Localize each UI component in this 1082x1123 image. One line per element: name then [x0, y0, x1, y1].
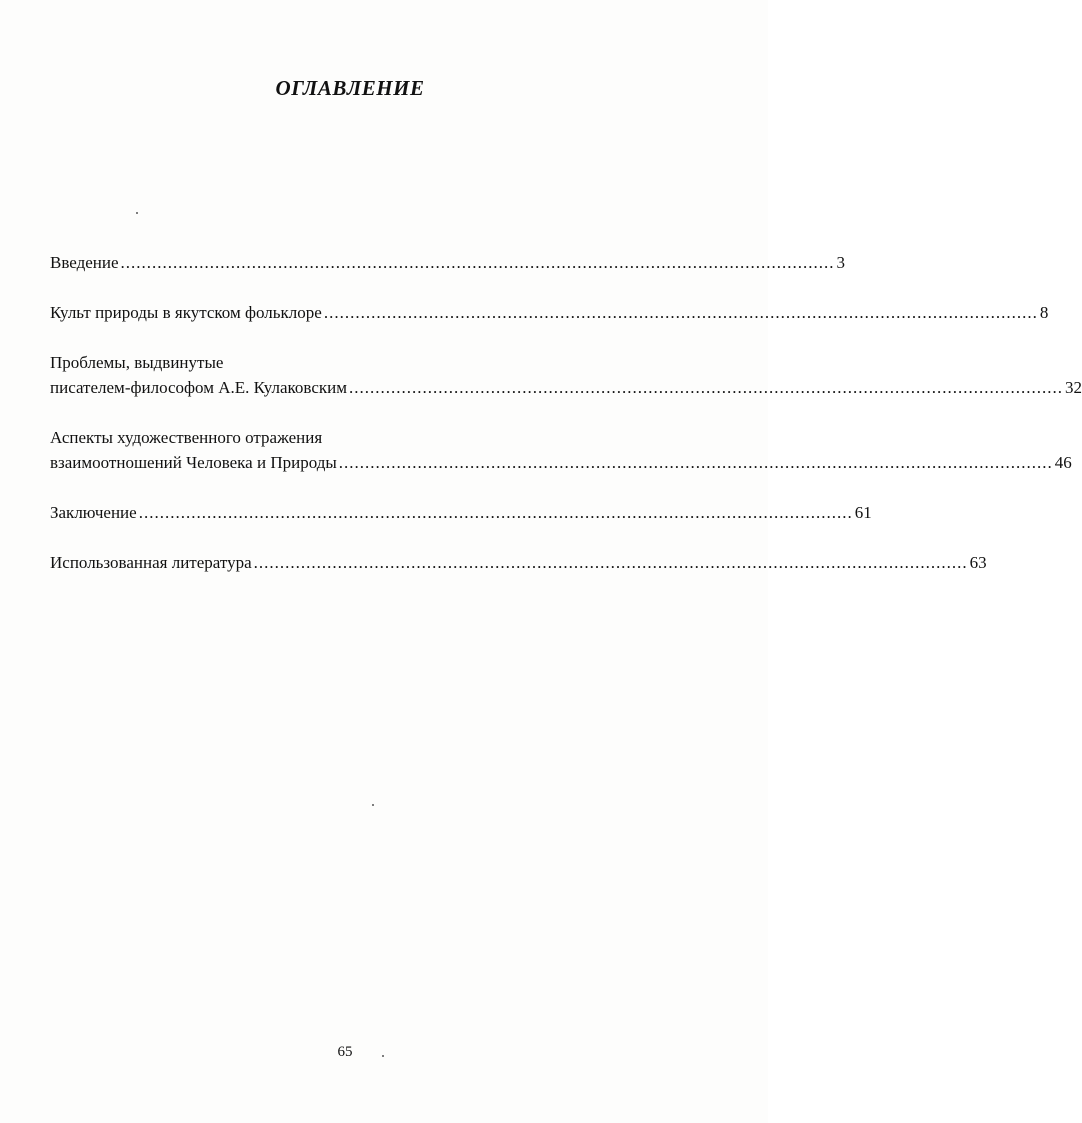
- toc-entry-problems: [50, 350, 1082, 400]
- toc-page-number: 32: [1064, 378, 1082, 397]
- toc-leader-dots: ........................................................................................................................................: [138, 503, 853, 522]
- toc-entry-aspects: [50, 425, 1072, 475]
- toc-entry-title-line: Проблемы, выдвинутые: [50, 353, 224, 372]
- toc-page-number: 3: [836, 253, 846, 272]
- toc-leader-dots: ........................................................................................................................................: [323, 303, 1038, 322]
- toc-line: [50, 375, 1082, 400]
- toc-entry-title: писателем-философом А.Е. Кулаковским: [50, 378, 347, 397]
- toc-page-number: 8: [1039, 303, 1049, 322]
- scan-speck: [136, 212, 138, 214]
- toc-line: [50, 300, 1049, 325]
- toc-line: [50, 250, 846, 275]
- toc-entry-title-line: Аспекты художественного отражения: [50, 428, 323, 447]
- toc-page-number: 61: [854, 503, 872, 522]
- toc-line: [50, 500, 872, 525]
- toc-line: [50, 550, 987, 575]
- toc-entry-references: [50, 550, 987, 575]
- toc-entry-introduction: [50, 250, 846, 275]
- toc-entry-title: Культ природы в якутском фольклоре: [50, 303, 322, 322]
- page-title: ОГЛАВЛЕНИЕ: [275, 76, 425, 100]
- toc-entry-title: Заключение: [50, 503, 137, 522]
- toc-leader-dots: ........................................................................................................................................: [253, 553, 968, 572]
- scan-speck: [382, 1055, 384, 1057]
- toc-line: [50, 450, 1072, 475]
- toc-entry-nature-cult: [50, 300, 1049, 325]
- toc-page-number: 63: [969, 553, 987, 572]
- toc-entry-title: Введение: [50, 253, 119, 272]
- table-of-contents: [50, 250, 1082, 600]
- page-number: 65: [337, 1044, 353, 1060]
- toc-leader-dots: ........................................................................................................................................: [120, 253, 835, 272]
- toc-page-number: 46: [1054, 453, 1072, 472]
- toc-entry-conclusion: [50, 500, 872, 525]
- toc-entry-title: взаимоотношений Человека и Природы: [50, 453, 337, 472]
- toc-leader-dots: ........................................................................................................................................: [348, 378, 1063, 397]
- toc-entry-title: Использованная литература: [50, 553, 252, 572]
- toc-leader-dots: ........................................................................................................................................: [338, 453, 1053, 472]
- scan-speck: [372, 804, 374, 806]
